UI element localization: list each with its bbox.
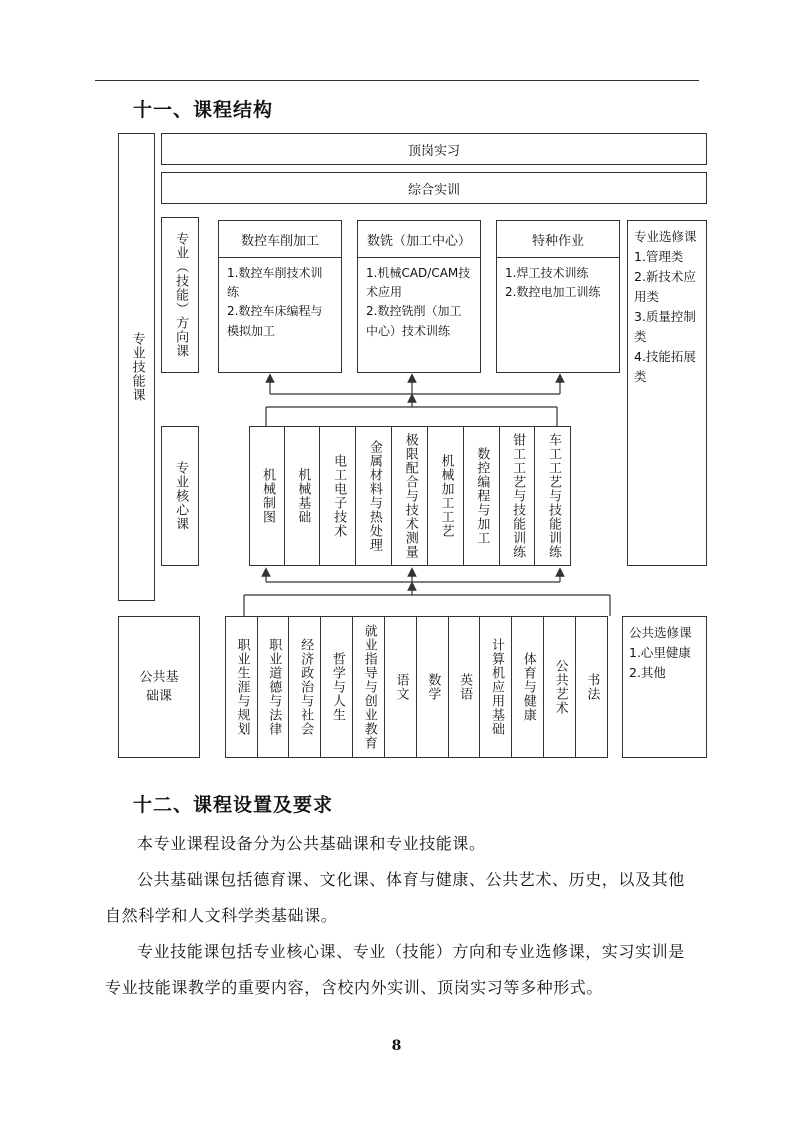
direction-item: 1.焊工技术训练 bbox=[505, 266, 589, 280]
public-course-name: 数学 bbox=[425, 673, 441, 701]
public-course-cell bbox=[384, 616, 417, 758]
public-course-name: 哲学与人生 bbox=[329, 652, 345, 722]
core-course-cell bbox=[284, 426, 321, 566]
direction-item: 2.数控车床编程与模拟加工 bbox=[227, 304, 323, 338]
public-course-name: 体育与健康 bbox=[520, 652, 536, 722]
core-course-cell bbox=[463, 426, 500, 566]
paragraph: 专业技能课包括专业核心课、专业（技能）方向和专业选修课，实习实训是专业技能课教学的重要内容，含校内外实训、顶岗实习等多种形式。 bbox=[105, 942, 685, 997]
public-course-name: 英语 bbox=[457, 673, 473, 701]
public-basic-course-label-box bbox=[118, 616, 200, 758]
public-course-name: 经济政治与社会 bbox=[298, 638, 314, 736]
public-course-name: 计算机应用基础 bbox=[488, 638, 504, 736]
section-12-title: 十二、课程设置及要求 bbox=[133, 794, 334, 816]
core-course-label: 专业核心课 bbox=[173, 461, 189, 531]
core-course-name: 金属材料与热处理 bbox=[366, 440, 382, 552]
core-course-name: 机械制图 bbox=[259, 468, 275, 524]
section-11-title: 十一、课程结构 bbox=[133, 99, 274, 121]
public-course-cell bbox=[320, 616, 353, 758]
public-course-name: 公共艺术 bbox=[552, 659, 568, 715]
comprehensive-training-bar-label: 综合实训 bbox=[407, 182, 460, 198]
direction-item: 1.数控车削技术训练 bbox=[227, 266, 323, 300]
core-course-cell bbox=[499, 426, 536, 566]
public-course-name: 语文 bbox=[393, 673, 409, 701]
public-elective-item: 2.其他 bbox=[629, 665, 666, 680]
core-course-cell bbox=[249, 426, 285, 566]
paragraph: 公共基础课包括德育课、文化课、体育与健康、公共艺术、历史，以及其他自然科学和人文科学类基础课。 bbox=[105, 870, 685, 925]
paragraph: 本专业课程设备分为公共基础课和专业技能课。 bbox=[137, 834, 486, 853]
public-course-cell bbox=[288, 616, 321, 758]
direction-item: 2.数控电加工训练 bbox=[505, 285, 601, 300]
direction-title: 特种作业 bbox=[497, 221, 619, 258]
public-course-name: 就业指导与创业教育 bbox=[361, 624, 377, 750]
section-12-body bbox=[105, 826, 695, 1006]
elective-title: 专业选修课 bbox=[634, 229, 697, 244]
public-course-cell bbox=[479, 616, 512, 758]
core-course-name: 极限配合与技术测量 bbox=[402, 433, 418, 559]
core-course-name: 电工电子技术 bbox=[331, 454, 347, 538]
public-basic-course-label: 公共基础课 bbox=[139, 669, 179, 704]
public-course-row bbox=[226, 616, 608, 758]
core-course-name: 机械加工工艺 bbox=[438, 454, 454, 538]
public-course-name: 职业道德与法律 bbox=[266, 638, 282, 736]
core-course-row bbox=[250, 426, 571, 566]
public-course-cell bbox=[257, 616, 290, 758]
elective-item: 2.新技术应用类 bbox=[634, 269, 696, 304]
public-course-cell bbox=[543, 616, 576, 758]
public-course-cell bbox=[416, 616, 449, 758]
internship-bar-label: 顶岗实习 bbox=[407, 143, 460, 159]
core-course-cell bbox=[534, 426, 571, 566]
core-course-name: 机械基础 bbox=[295, 468, 311, 524]
core-course-name: 钳工工艺与技能训练 bbox=[510, 433, 526, 559]
core-course-cell bbox=[391, 426, 428, 566]
public-elective-box bbox=[622, 616, 707, 758]
public-course-cell bbox=[352, 616, 385, 758]
public-elective-item: 1.心里健康 bbox=[629, 645, 691, 660]
core-course-name: 车工工艺与技能训练 bbox=[545, 433, 561, 559]
core-course-name: 数控编程与加工 bbox=[474, 447, 490, 545]
elective-item: 3.质量控制类 bbox=[634, 309, 696, 344]
core-course-cell bbox=[319, 426, 356, 566]
public-elective-title: 公共选修课 bbox=[629, 625, 692, 640]
public-course-cell bbox=[511, 616, 544, 758]
public-course-name: 书法 bbox=[584, 673, 600, 701]
core-course-label-box bbox=[161, 426, 199, 566]
direction-item: 1.机械CAD/CAM技术应用 bbox=[366, 266, 471, 300]
public-course-name: 职业生涯与规划 bbox=[234, 638, 250, 736]
direction-course-label: 专业（技能）方向课 bbox=[173, 232, 189, 358]
public-course-cell bbox=[448, 616, 481, 758]
elective-item: 1.管理类 bbox=[634, 249, 684, 264]
elective-item: 4.技能拓展类 bbox=[634, 349, 696, 384]
public-course-cell bbox=[225, 616, 258, 758]
public-course-cell bbox=[575, 616, 608, 758]
direction-title: 数控车削加工 bbox=[219, 221, 341, 258]
core-course-cell bbox=[355, 426, 392, 566]
page-number: 8 bbox=[391, 1038, 402, 1054]
professional-skill-course-label: 专业技能课 bbox=[129, 332, 145, 402]
core-course-cell bbox=[427, 426, 464, 566]
direction-title: 数铣（加工中心） bbox=[358, 221, 480, 258]
direction-item: 2.数控铣削（加工中心）技术训练 bbox=[366, 304, 462, 338]
